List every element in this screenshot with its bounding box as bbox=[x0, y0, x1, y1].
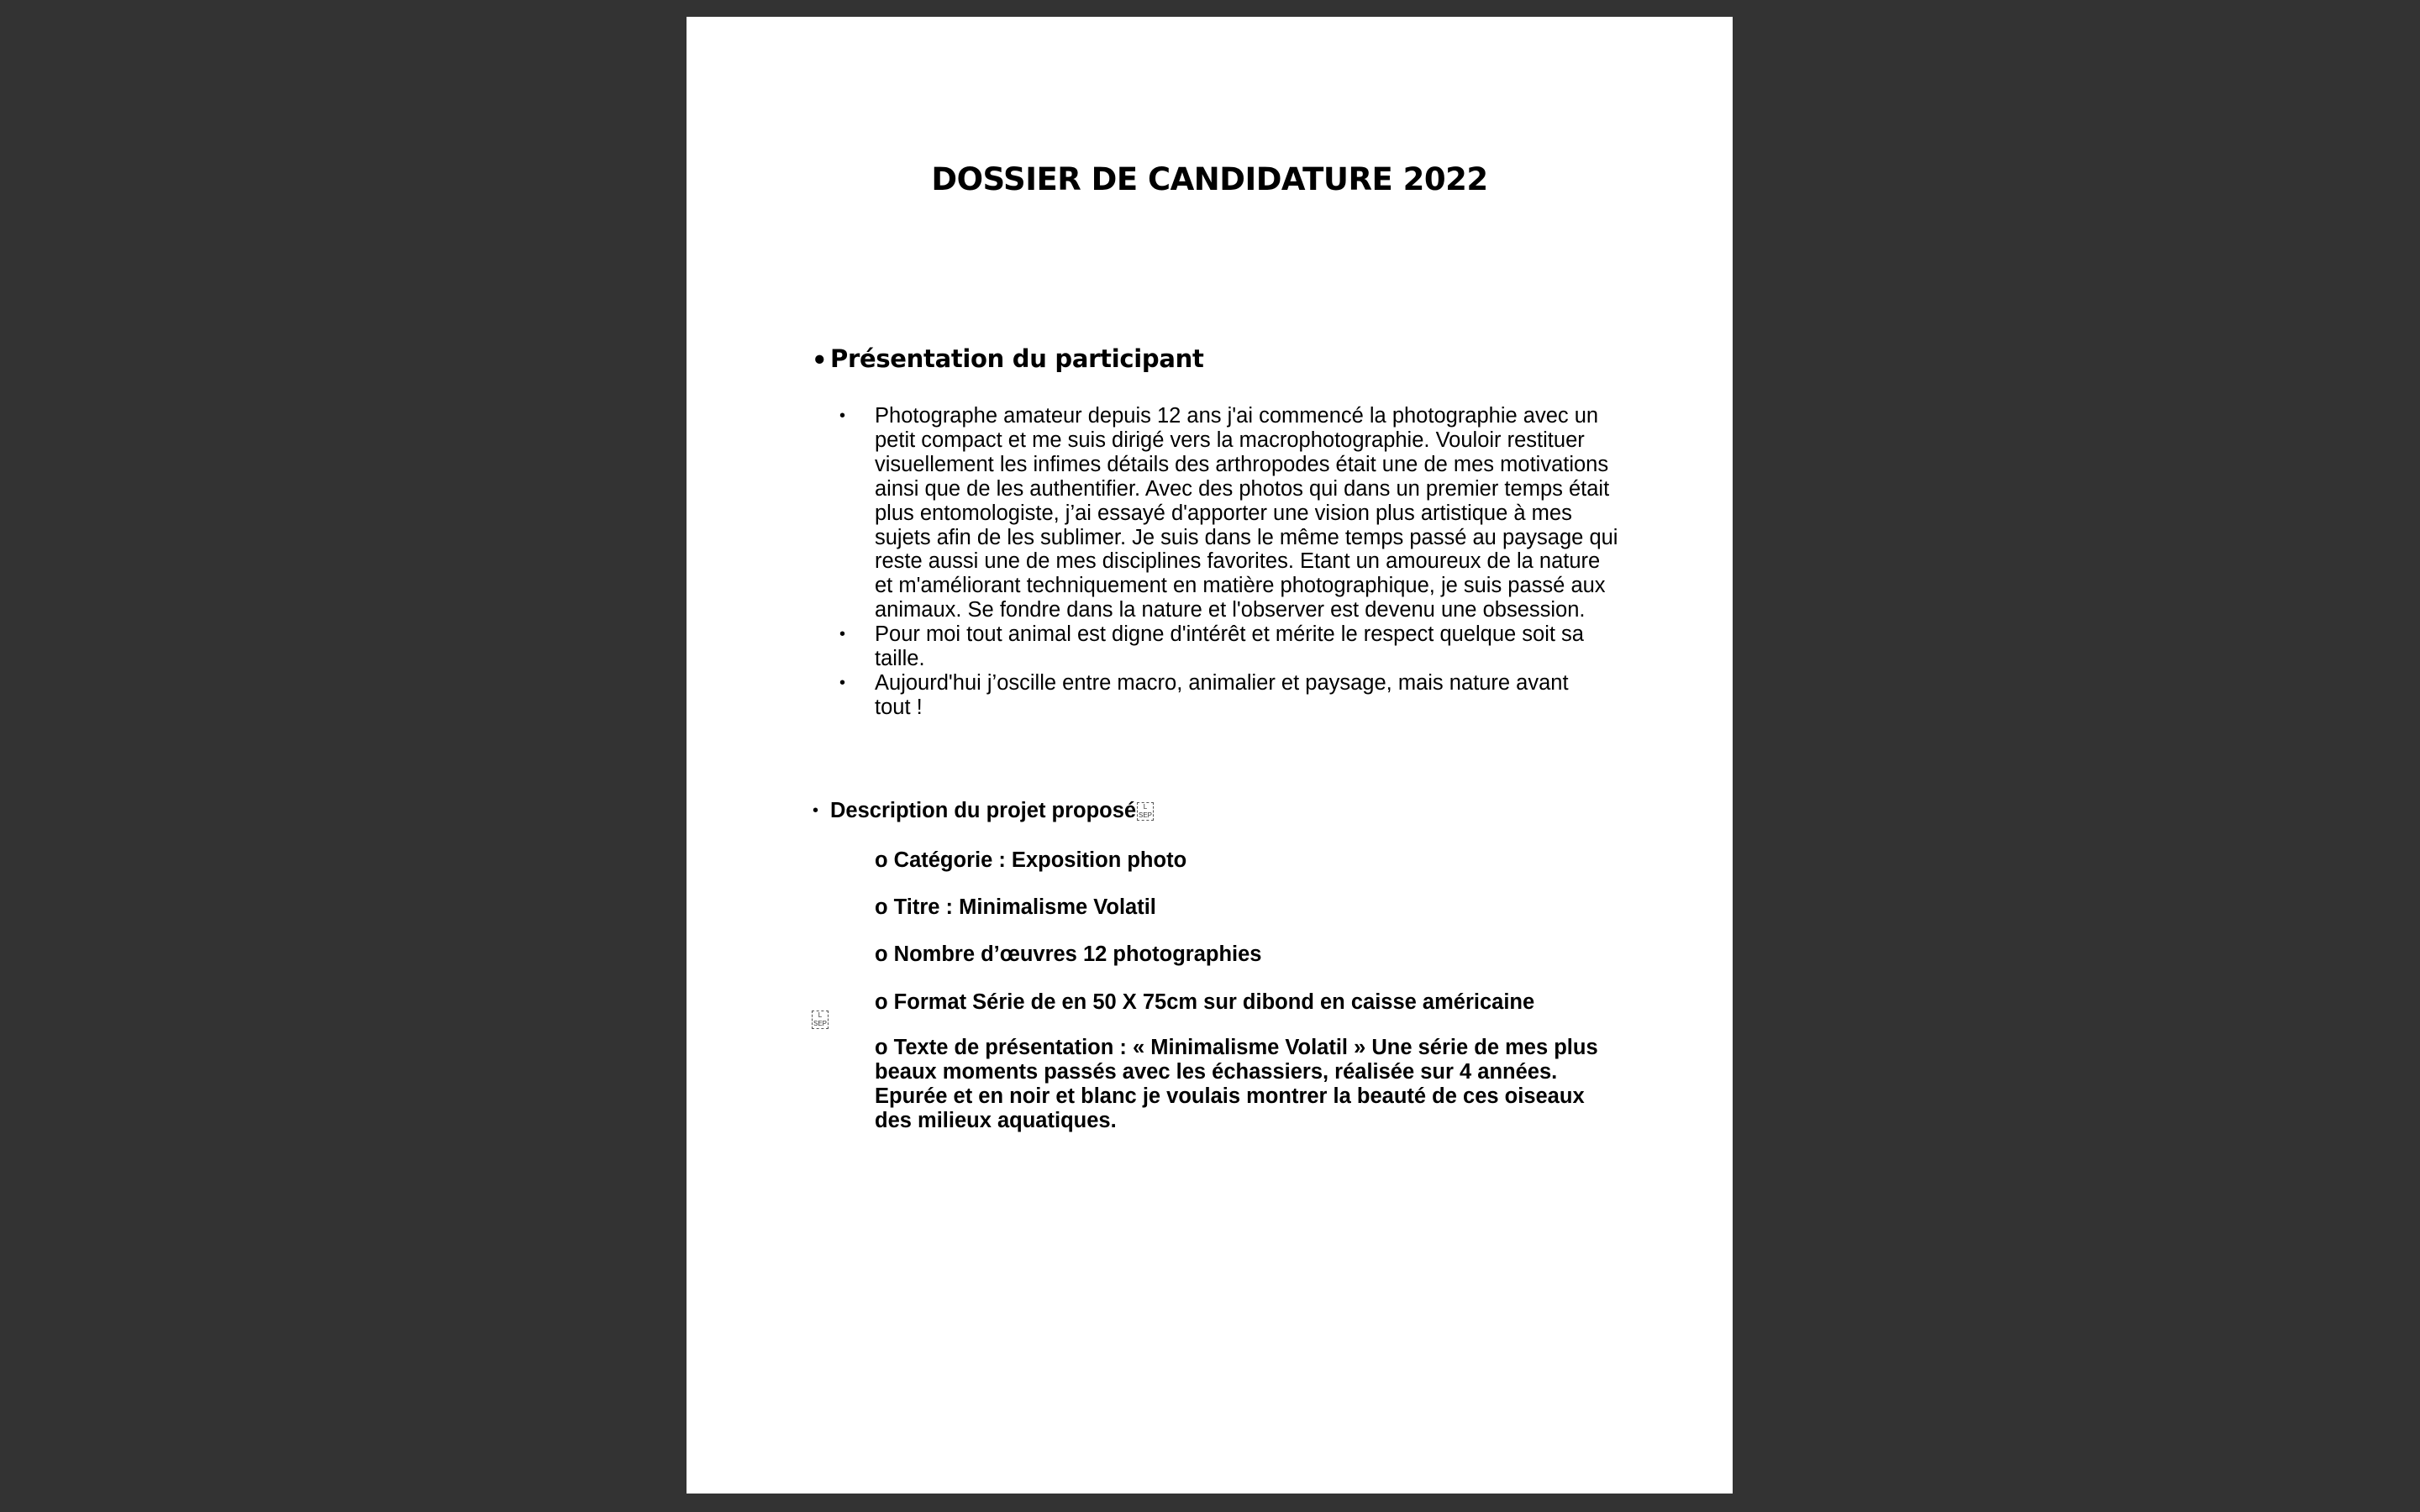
bullet-icon: • bbox=[813, 801, 819, 820]
paragraph-line: sujets afin de les sublimer. Je suis dans le même temps passé au paysage qui bbox=[875, 525, 1618, 549]
paragraph-line: reste aussi une de mes disciplines favorites. Etant un amoureux de la nature bbox=[875, 549, 1601, 574]
paragraph-line: tout ! bbox=[875, 695, 923, 719]
section-heading-presentation: Présentation du participant bbox=[830, 344, 1204, 373]
paragraph-line: Pour moi tout animal est digne d'intérêt et mérite le respect quelque soit sa bbox=[875, 622, 1584, 647]
paragraph-line: Photographe amateur depuis 12 ans j'ai commencé la photographie avec un bbox=[875, 404, 1599, 428]
paragraph-line: plus entomologiste, j’ai essayé d'apporter une vision plus artistique à mes bbox=[875, 501, 1572, 525]
item-nombre: o Nombre d’œuvres 12 photographies bbox=[875, 942, 1262, 966]
item-format: o Format Série de en 50 X 75cm sur dibond en caisse américaine bbox=[875, 990, 1535, 1014]
bullet-icon: • bbox=[839, 673, 846, 692]
paragraph-line: Aujourd'hui j’oscille entre macro, animalier et paysage, mais nature avant bbox=[875, 670, 1569, 695]
paragraph-line: et m'améliorant techniquement en matière photographique, je suis passé aux bbox=[875, 574, 1606, 598]
texte-line: o Texte de présentation : « Minimalisme Volatil » Une série de mes plus bbox=[875, 1036, 1598, 1059]
line-separator-icon: L SEP bbox=[1138, 803, 1152, 819]
paragraph-line: petit compact et me suis dirigé vers la macrophotographie. Vouloir restituer bbox=[875, 428, 1585, 452]
paragraph-line: visuellement les infimes détails des arthropodes était une de mes motivations bbox=[875, 452, 1609, 476]
document-title: DOSSIER DE CANDIDATURE 2022 bbox=[931, 161, 1488, 197]
line-separator-icon: L SEP bbox=[813, 1011, 827, 1027]
texte-line: Epurée et en noir et blanc je voulais montrer la beauté de ces oiseaux bbox=[875, 1084, 1585, 1108]
document-page bbox=[687, 17, 1733, 1494]
bullet-icon: • bbox=[812, 346, 828, 375]
paragraph-line: ainsi que de les authentifier. Avec des photos qui dans un premier temps était bbox=[875, 476, 1610, 501]
section-heading-description: Description du projet proposé bbox=[830, 799, 1137, 822]
texte-line: des milieux aquatiques. bbox=[875, 1108, 1117, 1132]
item-titre: o Titre : Minimalisme Volatil bbox=[875, 895, 1156, 919]
bullet-icon: • bbox=[839, 625, 846, 644]
bullet-icon: • bbox=[839, 407, 846, 425]
texte-line: beaux moments passés avec les échassiers, réalisée sur 4 années. bbox=[875, 1059, 1558, 1084]
paragraph-line: animaux. Se fondre dans la nature et l'observer est devenu une obsession. bbox=[875, 598, 1586, 622]
item-categorie: o Catégorie : Exposition photo bbox=[875, 848, 1187, 872]
paragraph-line: taille. bbox=[875, 647, 925, 670]
